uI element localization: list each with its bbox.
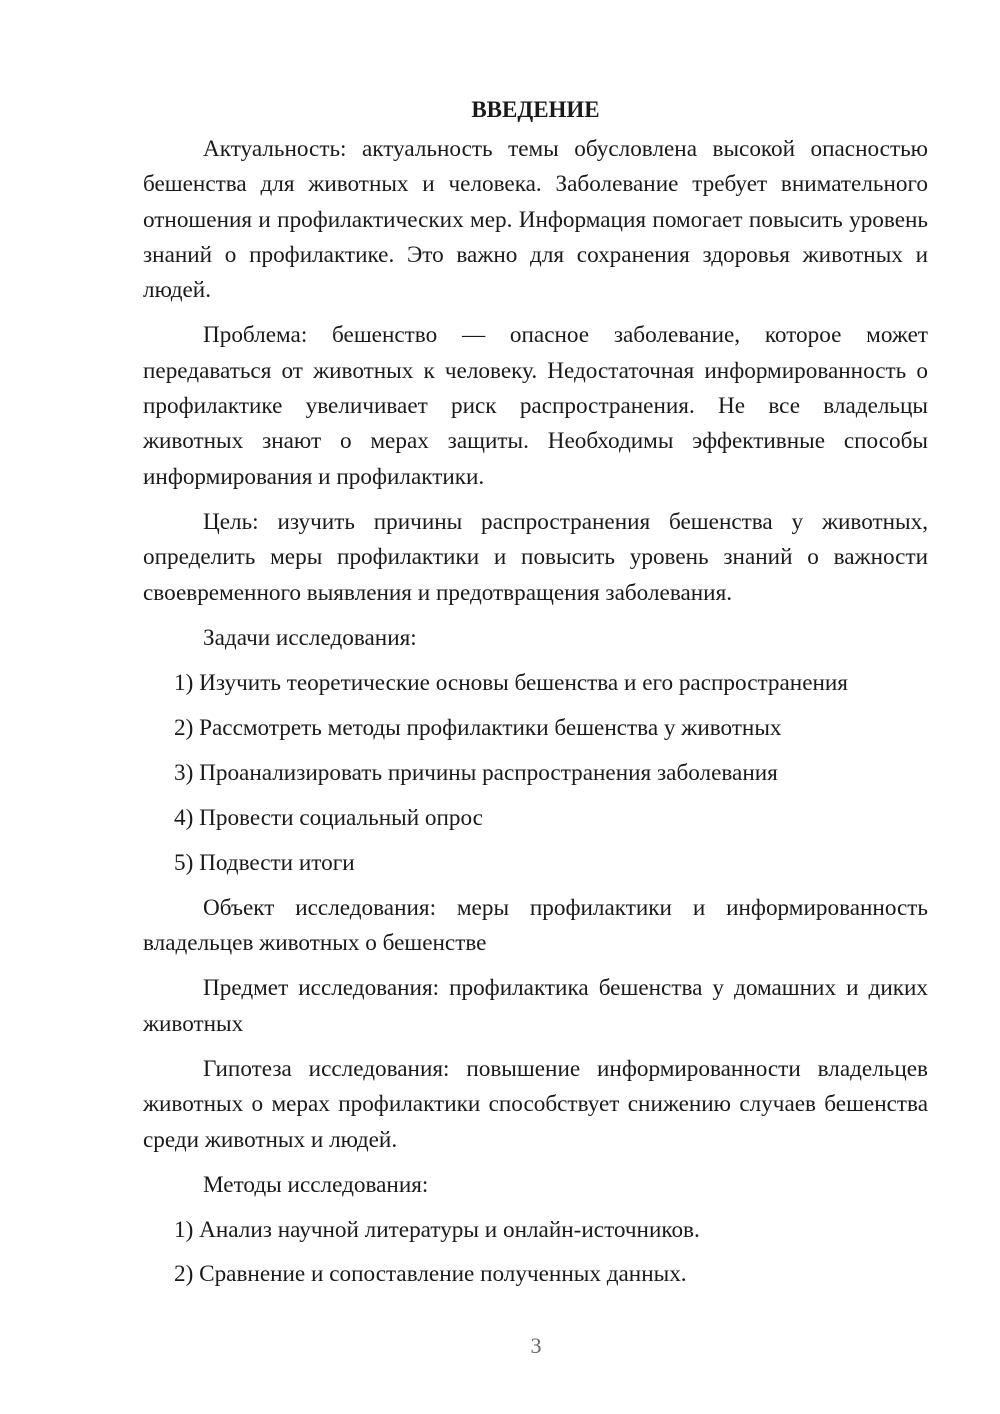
list-item-task-1: 1) Изучить теоретические основы бешенства и его распространения <box>174 669 848 696</box>
tasks-list <box>143 666 928 881</box>
relevance-paragraph: Актуальность: актуальность темы обусловлена высокой опасностью бешенства для животных и человека. Заболевание требует внимательного отношения и профилактических мер. Информация помогает повысить уровень знаний о профилактике. Это важно для сохранения здоровья животных и людей. <box>143 136 928 304</box>
problem-paragraph: Проблема: бешенство — опасное заболевание, которое может передаваться от животных к человеку. Недостаточная информированность о профилактике увеличивает риск распространения. Не все владельцы животных знают о мерах защиты. Необходимы эффективные способы информирования и профилактики. <box>143 322 928 490</box>
page-heading: ВВЕДЕНИЕ <box>471 97 600 122</box>
goal-paragraph: Цель: изучить причины распространения бешенства у животных, определить меры профилактики и повысить уровень знаний о важности своевременного выявления и предотвращения заболевания. <box>143 508 928 606</box>
methods-list <box>143 1213 928 1292</box>
hypothesis-paragraph: Гипотеза исследования: повышение информированности владельцев животных о мерах профилактики способствует снижению случаев бешенства среди животных и людей. <box>143 1056 928 1153</box>
page-number: 3 <box>530 1333 542 1358</box>
subject-paragraph: Предмет исследования: профилактика бешенства у домашних и диких животных <box>143 975 928 1037</box>
list-item-method-2: 2) Сравнение и сопоставление полученных данных. <box>174 1260 687 1287</box>
list-item-method-1: 1) Анализ научной литературы и онлайн-источников. <box>174 1216 700 1243</box>
list-item-task-2: 2) Рассмотреть методы профилактики бешенства у животных <box>174 714 782 741</box>
page-content <box>143 92 928 1301</box>
list-item-task-4: 4) Провести социальный опрос <box>174 804 483 831</box>
list-item-task-3: 3) Проанализировать причины распространения заболевания <box>174 759 778 786</box>
list-item-task-5: 5) Подвести итоги <box>174 849 355 876</box>
object-paragraph: Объект исследования: меры профилактики и информированность владельцев животных о бешенстве <box>143 894 928 957</box>
tasks-title: Задачи исследования: <box>203 624 417 651</box>
methods-title: Методы исследования: <box>203 1171 429 1198</box>
